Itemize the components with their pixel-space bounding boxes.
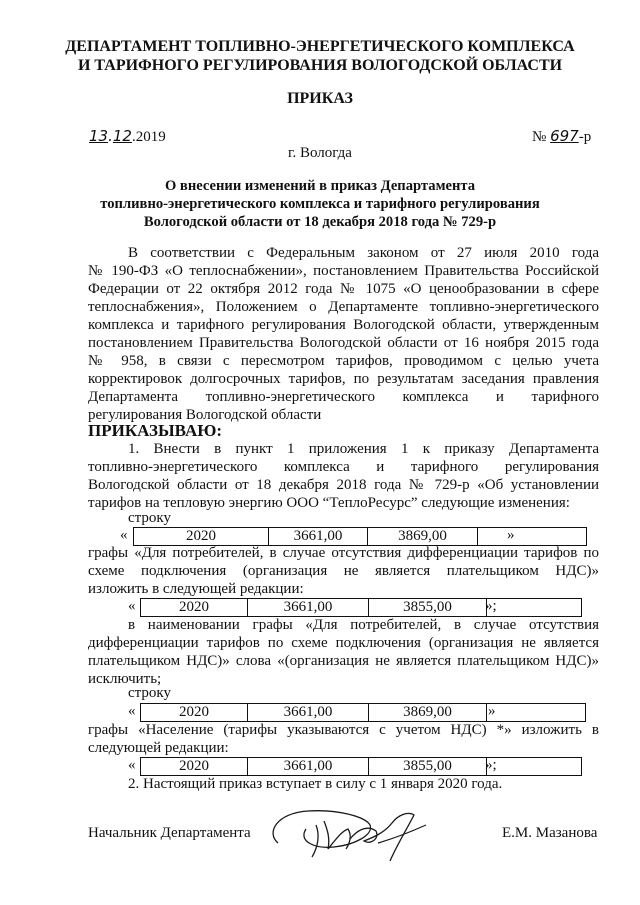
date-separator: . bbox=[108, 127, 113, 145]
preamble-line: № 190-ФЗ «О теплоснабжении», постановлением Правительства Российской bbox=[88, 263, 599, 279]
preamble-line: В соответствии с Федеральным законом от 27 июля 2010 года bbox=[128, 245, 599, 261]
tariff-cell: 3661,00 bbox=[248, 758, 369, 776]
signatory-position: Начальник Департамента bbox=[88, 825, 251, 841]
empty-cell bbox=[487, 758, 582, 776]
quote-open: « bbox=[128, 703, 136, 719]
preamble-line: корректировок долгосрочных тарифов, по результатам заседания правления bbox=[88, 371, 599, 387]
item1-line: Вологодской области от 18 декабря 2018 года № 729-р «Об установлении bbox=[88, 477, 599, 493]
number-suffix: -р bbox=[578, 129, 592, 145]
table-row bbox=[141, 758, 582, 776]
year-cell: 2020 bbox=[141, 704, 248, 722]
signatory-name: Е.М. Мазанова bbox=[502, 825, 598, 841]
empty-cell bbox=[487, 599, 582, 617]
quote-open: « bbox=[128, 598, 136, 614]
empty-cell bbox=[478, 528, 587, 546]
item1-line: топливно-энергетического комплекса и тарифного регулирования bbox=[88, 459, 599, 475]
order-word: ПРИКАЗЫВАЮ: bbox=[88, 421, 223, 440]
tariff-row-table bbox=[140, 703, 586, 722]
title-line2: топливно-энергетического комплекса и тарифного регулирования bbox=[100, 196, 540, 212]
quote-close: » bbox=[488, 703, 496, 719]
tariff-cell: 3661,00 bbox=[269, 528, 368, 546]
table-row bbox=[141, 704, 586, 722]
preamble-line: регулирования Вологодской области bbox=[88, 407, 322, 423]
document-type: ПРИКАЗ bbox=[287, 90, 353, 107]
item1-line: тарифов на тепловую энергию ООО “ТеплоРесурс” следующие изменения: bbox=[88, 495, 570, 511]
quote-close: »; bbox=[485, 598, 497, 614]
tariff-cell: 3869,00 bbox=[368, 528, 478, 546]
tariff-row-table bbox=[140, 598, 582, 617]
preamble-line: № 958, в связи с пересмотром тарифов, проводимом с целью учета bbox=[88, 353, 599, 369]
table-row bbox=[141, 599, 582, 617]
title-line1: О внесении изменений в приказ Департамента bbox=[164, 178, 476, 194]
tariff-cell: 3661,00 bbox=[248, 704, 369, 722]
table-row bbox=[134, 528, 587, 546]
document-number bbox=[532, 127, 591, 146]
tariff-row-table bbox=[133, 527, 587, 546]
date-day: 13 bbox=[89, 127, 109, 145]
item1-line: 1. Внести в пункт 1 приложения 1 к приказу Департамента bbox=[128, 441, 599, 457]
department-name-line2: И ТАРИФНОГО РЕГУЛИРОВАНИЯ ВОЛОГОДСКОЙ ОБЛАСТИ bbox=[77, 57, 563, 74]
quote-open: « bbox=[120, 527, 128, 543]
tariff-cell: 3661,00 bbox=[248, 599, 369, 617]
year-cell: 2020 bbox=[141, 758, 248, 776]
tariff-cell: 3855,00 bbox=[369, 599, 487, 617]
text-line: графы «Для потребителей, в случае отсутствия дифференциации тарифов по bbox=[88, 545, 599, 561]
empty-cell bbox=[487, 704, 586, 722]
preamble-line: комплекса и тарифного регулирования Вологодской области, утвержденным bbox=[88, 317, 599, 333]
text-line: следующей редакции: bbox=[88, 740, 229, 756]
year-cell: 2020 bbox=[134, 528, 269, 546]
city: г. Вологда bbox=[288, 145, 352, 161]
stroku-label: строку bbox=[128, 510, 171, 526]
text-line: плательщиком НДС)» слова «(организация не является плательщиком НДС)» bbox=[88, 653, 599, 669]
year-cell: 2020 bbox=[141, 599, 248, 617]
preamble-line: Департамента топливно-энергетического комплекса и тарифного bbox=[88, 389, 599, 405]
preamble-line: Федерации от 22 октября 2012 года № 1075 «О ценообразовании в сфере bbox=[88, 281, 599, 297]
date-year: .2019 bbox=[131, 129, 166, 145]
quote-close: »; bbox=[485, 757, 497, 773]
preamble-line: теплоснабжения», Положением о Департаменте топливно-энергетического bbox=[88, 299, 599, 315]
number-value: 697 bbox=[550, 127, 579, 145]
number-prefix: № bbox=[532, 129, 547, 145]
text-line: в наименовании графы «Для потребителей, в случае отсутствия bbox=[128, 617, 599, 633]
tariff-cell: 3869,00 bbox=[369, 704, 487, 722]
quote-open: « bbox=[128, 757, 136, 773]
handwritten-signature bbox=[258, 795, 438, 870]
text-line: дифференциации тарифов по схеме подключения (организация не является bbox=[88, 635, 599, 651]
tariff-cell: 3855,00 bbox=[369, 758, 487, 776]
text-line: исключить; bbox=[88, 671, 162, 687]
tariff-row-table bbox=[140, 757, 582, 776]
preamble-line: постановлением Правительства Вологодской области от 16 ноября 2015 года bbox=[88, 335, 599, 351]
stroku-label: строку bbox=[128, 685, 171, 701]
text-line: схеме подключения (организация не является плательщиком НДС)» bbox=[88, 563, 599, 579]
date-month: 12 bbox=[112, 127, 132, 145]
item2: 2. Настоящий приказ вступает в силу с 1 января 2020 года. bbox=[128, 776, 503, 792]
department-name-line1: ДЕПАРТАМЕНТ ТОПЛИВНО-ЭНЕРГЕТИЧЕСКОГО КОМПЛЕКСА bbox=[65, 38, 575, 55]
quote-close: » bbox=[507, 527, 515, 543]
text-line: изложить в следующей редакции: bbox=[88, 581, 304, 597]
text-line: графы «Население (тарифы указываются с учетом НДС) *» изложить в bbox=[88, 722, 599, 738]
document-date bbox=[89, 127, 166, 146]
title-line3: Вологодской области от 18 декабря 2018 года № 729-р bbox=[143, 214, 497, 230]
